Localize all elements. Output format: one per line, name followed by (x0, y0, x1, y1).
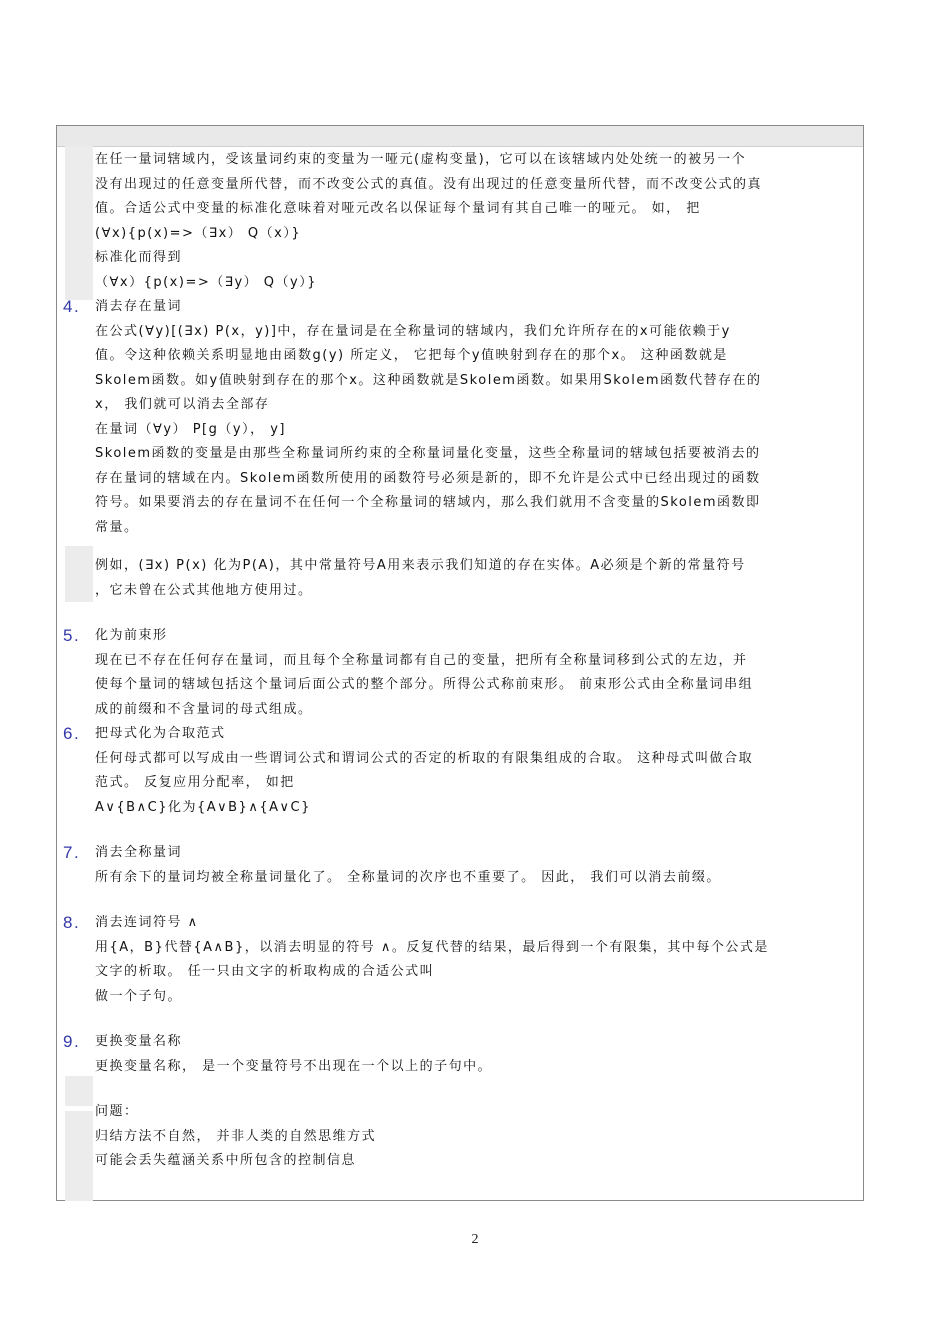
question-line: 可能会丢失蕴涵关系中所包含的控制信息 (95, 1153, 357, 1168)
section-title: 消去连词符号 ∧ (95, 915, 199, 930)
section-line: 更换变量名称， 是一个变量符号不出现在一个以上的子句中。 (95, 1058, 493, 1074)
section-5 (63, 624, 857, 722)
section-9 (63, 1030, 857, 1079)
frame-header-bar (57, 126, 863, 147)
section-line: 符号。如果要消去的存在量词不在任何一个全称量词的辖域内，那么我们就用不含变量的Skolem函数即 (95, 495, 761, 510)
section-line: 所有余下的量词均被全称量词量化了。 全称量词的次序也不重要了。 因此， 我们可以消去前缀。 (95, 869, 721, 885)
section-heading (63, 841, 857, 866)
section-line: 存在量词的辖域在内。Skolem函数所使用的函数符号必须是新的，即不允许是公式中已经出现过的函数 (95, 470, 761, 486)
section-heading (63, 624, 857, 649)
section-line: A∨{B∧C}化为{A∨B}∧{A∨C} (95, 799, 311, 815)
section-heading (63, 911, 857, 936)
section-number: 4. (63, 297, 81, 316)
section-8 (63, 911, 857, 1009)
section-line: 文字的析取。 任一只由文字的析取构成的合适公式叫 (95, 964, 435, 979)
section-title: 把母式化为合取范式 (95, 726, 226, 741)
section-line: Skolem函数。如y值映射到存在的那个x。这种函数就是Skolem函数。如果用Skolem函数代替存在的 (95, 372, 762, 388)
section-line: 常量。 (95, 519, 139, 535)
intro-formula: （∀x）{p(x)=>（∃y） Q（y）} (95, 274, 317, 290)
section-title: 化为前束形 (95, 628, 168, 643)
page-number: 2 (471, 1232, 479, 1247)
section-line: 在量词（∀y） P[g（y）， y] (95, 421, 286, 437)
document-body (63, 148, 857, 1174)
gutter-shade (65, 546, 93, 602)
section-line: 值。令这种依赖关系明显地由函数g(y) 所定义， 它把每个y值映射到存在的那个x。 这种函数就是 (95, 348, 728, 363)
section-line: 做一个子句。 (95, 988, 183, 1004)
intro-line: 没有出现过的任意变量所代替，而不改变公式的真值。没有出现过的任意变量所代替，而不改变公式的真 (95, 176, 763, 192)
section-line: 现在已不存在任何存在量词，而且每个全称量词都有自己的变量，把所有全称量词移到公式的左边，并 (95, 652, 748, 668)
questions-label: 问题： (95, 1104, 139, 1119)
question-line: 归结方法不自然， 并非人类的自然思维方式 (95, 1128, 377, 1144)
section-heading (63, 722, 857, 747)
gutter-shade (65, 146, 93, 300)
questions-block (95, 1100, 857, 1174)
section-line: Skolem函数的变量是由那些全称量词所约束的全称量词量化变量，这些全称量词的辖域包括要被消去的 (95, 446, 761, 461)
example-line: 例如，(∃x) P(x) 化为P(A)，其中常量符号A用来表示我们知道的存在实体。A必须是个新的常量符号 (95, 558, 746, 573)
section-title: 更换变量名称 (95, 1034, 183, 1049)
intro-line: 值。合适公式中变量的标准化意味着对哑元改名以保证每个量词有其自己唯一的哑元。 如， 把 (95, 201, 701, 216)
intro-line: 标准化而得到 (95, 250, 183, 265)
section-number: 6. (63, 724, 81, 743)
section-heading (63, 1030, 857, 1055)
intro-line: 在任一量词辖域内，受该量词约束的变量为一哑元(虚构变量)，它可以在该辖域内处处统一的被另一个 (95, 152, 747, 167)
section-7 (63, 841, 857, 890)
section-line: 使每个量词的辖域包括这个量词后面公式的整个部分。所得公式称前束形。 前束形公式由全称量词串组 (95, 677, 754, 692)
section-number: 8. (63, 913, 81, 932)
section-title: 消去存在量词 (95, 299, 183, 314)
section-6 (63, 722, 857, 820)
section-line: 任何母式都可以写成由一些谓词公式和谓词公式的否定的析取的有限集组成的合取。 这种母式叫做合取 (95, 750, 754, 766)
section-line: x， 我们就可以消去全部存 (95, 397, 270, 412)
gutter-shade (65, 1111, 93, 1201)
section-number: 5. (63, 626, 81, 645)
section-line: 用{A，B}代替{A∧B}，以消去明显的符号 ∧。反复代替的结果，最后得到一个有限集，其中每个公式是 (95, 939, 769, 955)
section-line: 范式。 反复应用分配率， 如把 (95, 775, 295, 790)
section-title: 消去全称量词 (95, 845, 183, 860)
section-4 (63, 295, 857, 603)
section-number: 7. (63, 843, 81, 862)
section-line: 成的前缀和不含量词的母式组成。 (95, 701, 313, 717)
example-line: ，它未曾在公式其他地方使用过。 (95, 582, 313, 598)
gutter-shade (65, 1076, 93, 1106)
section-number: 9. (63, 1032, 81, 1051)
section-line: 在公式(∀y)[(∃x) P(x，y)]中，存在量词是在全称量词的辖域内，我们允许所存在的x可能依赖于y (95, 323, 731, 339)
section-heading (63, 295, 857, 320)
intro-formula: (∀x){p(x)=>（∃x） Q（x）} (95, 225, 302, 241)
